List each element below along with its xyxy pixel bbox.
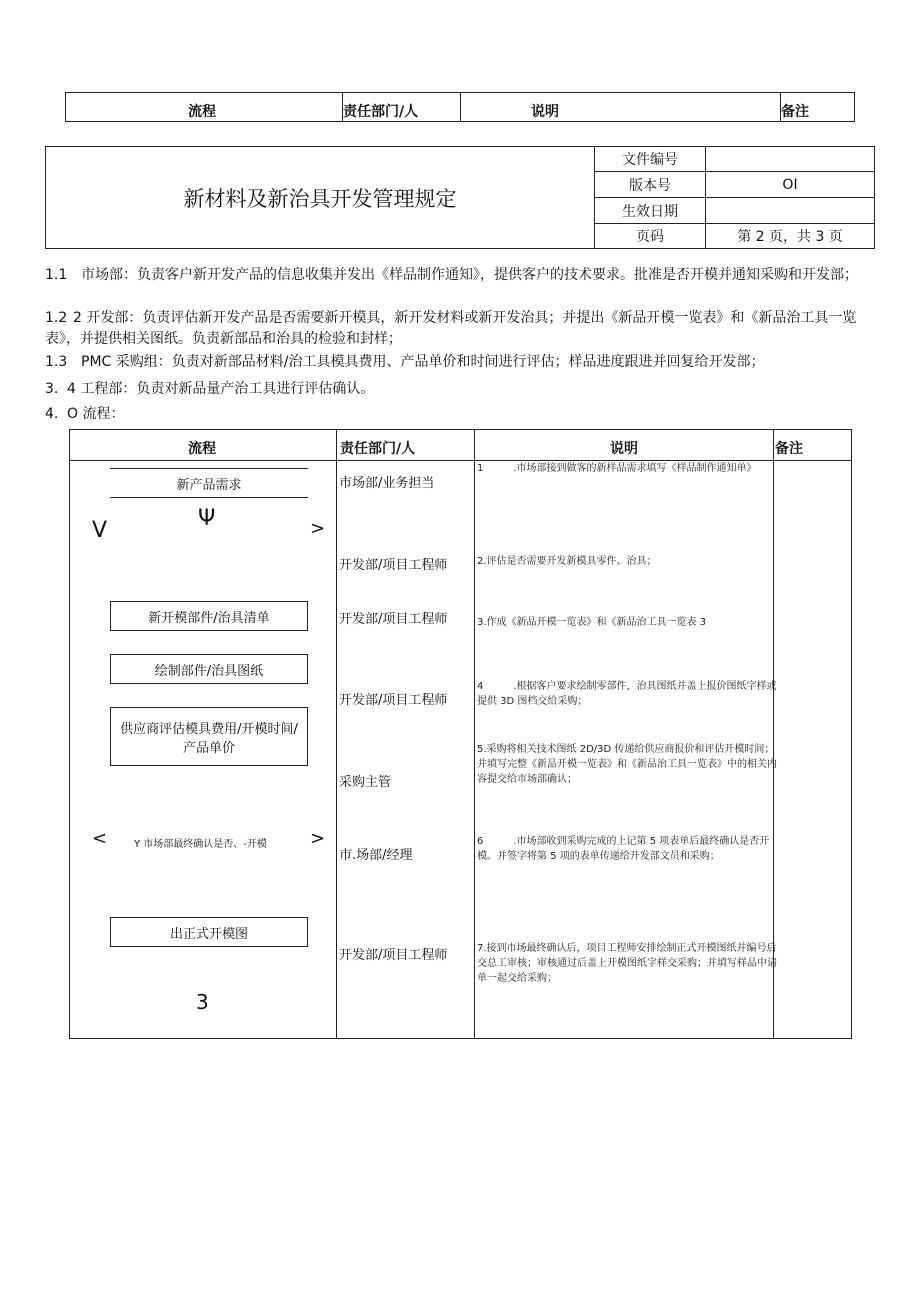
meta-value-file-no — [706, 147, 875, 172]
dept-cell: 开发部/项目工程师 — [339, 693, 448, 708]
decision-left-mark: V — [92, 518, 108, 543]
decision-right-mark: > — [310, 518, 326, 539]
paragraph-1-1: 1.1 市场部：负责客户新开发产品的信息收集并发出《样品制作通知》，提供客户的技术要求。批准是否开模并通知采购和开发部； — [45, 267, 858, 283]
box-supplier-evaluation: 供应商评估模具费用/开模时间/产品单价 — [110, 707, 308, 766]
top-header-desc: 说明 — [461, 93, 781, 122]
meta-label-version: 版本号 — [595, 172, 706, 198]
flow-header-desc: 说明 — [610, 441, 638, 457]
dept-cell: 采购主管 — [339, 775, 392, 790]
meta-value-page: 第 2 页，共 3 页 — [706, 223, 875, 248]
box-draw-drawings: 绘制部件/治具图纸 — [110, 654, 308, 684]
document-title: 新材料及新治具开发管理规定 — [46, 147, 595, 249]
paragraph-1-2: 1.2 2 开发部：负责评估新开发产品是否需要新开模具，新开发材料或新开发治具；并提出《新品开模一览表》和《新品治工具一览表》，并提供相关图纸。负责新部品和治具的检验和封样； — [45, 310, 857, 347]
decision2-left-mark: < — [92, 828, 108, 849]
dept-cell: 市场部/业务担当 — [339, 476, 435, 491]
column-divider — [474, 430, 475, 1038]
flow-header-flow: 流程 — [188, 441, 216, 457]
start-top-line — [110, 468, 308, 469]
document-title-block — [45, 146, 875, 249]
paragraph-3: 3. 4 工程部：负责对新品量产治工具进行评估确认。 — [45, 381, 375, 397]
decision2-text: Y 市场部最终确认是否、-开模 — [134, 839, 267, 850]
flow-header-note: 备注 — [775, 441, 803, 457]
desc-cell: 5.采购将相关技术图纸 2D/3D 传递给供应商报价和评估开模时间；并填写完整《新品开模一览表》和《新品治工具一览表》中的相关内容提交给市场部确认； — [477, 744, 777, 785]
paragraph-4: 4. O 流程： — [45, 406, 125, 422]
dept-cell: 开发部/项目工程师 — [339, 558, 448, 573]
desc-cell: 1 .市场部接到做客的新样品需求填写《样品制作通知单》 — [477, 463, 757, 474]
dept-cell: 开发部/项目工程师 — [339, 612, 448, 627]
meta-value-effective-date — [706, 198, 875, 223]
top-header-table — [65, 92, 855, 122]
box-formal-mold-drawing: 出正式开模图 — [110, 917, 308, 947]
meta-label-page: 页码 — [595, 223, 706, 248]
start-node: 新产品需求 — [176, 478, 242, 493]
desc-cell: 6 .市场部收到采购完成的上记第 5 项表单后最终确认是否开模。并签字将第 5 项的表单传递给开发部文员和采购； — [477, 836, 770, 862]
meta-label-effective-date: 生效日期 — [595, 198, 706, 223]
desc-cell: 4 .根据客户要求绘制零部件，治具图纸并盖上报价图纸字样或提供 3D 图档交给采购； — [477, 681, 777, 707]
meta-value-version: OI — [706, 172, 875, 198]
flow-table — [69, 429, 852, 1039]
decision2-right-mark: > — [310, 828, 326, 849]
desc-cell: 7.接到市场最终确认后，项目工程师安排绘制正式开模图纸并编号后交总工审核；审核通过后盖上开模图纸字样交采购；并填写样品中请单一起交给采购； — [477, 943, 777, 984]
desc-cell: 3.作成《新品开模一览表》和《新品治工具一览表 3 — [477, 617, 707, 628]
decision-mid-mark: Ψ — [198, 506, 216, 531]
flow-header-dept: 责任部门/人 — [340, 441, 416, 457]
dept-cell: 开发部/项目工程师 — [339, 948, 448, 963]
desc-cell: 2.评估是否需要开发新模具零件、治具； — [477, 556, 657, 567]
paragraph-1-3: 1.3 PMC 采购组：负责对新部品材料/治工具模具费用、产品单价和时间进行评估；样品进度跟进并回复给开发部； — [45, 354, 765, 370]
dept-cell: 市.场部/经理 — [339, 848, 413, 863]
flow-page-mark: 3 — [196, 990, 209, 1014]
top-header-dept: 责任部门/人 — [343, 93, 461, 122]
box-new-mold-list: 新开模部件/治具清单 — [110, 601, 308, 631]
column-divider — [336, 430, 337, 1038]
meta-label-file-no: 文件编号 — [595, 147, 706, 172]
top-header-note: 备注 — [781, 93, 855, 122]
start-bottom-line — [110, 497, 308, 498]
top-header-flow: 流程 — [66, 93, 343, 122]
